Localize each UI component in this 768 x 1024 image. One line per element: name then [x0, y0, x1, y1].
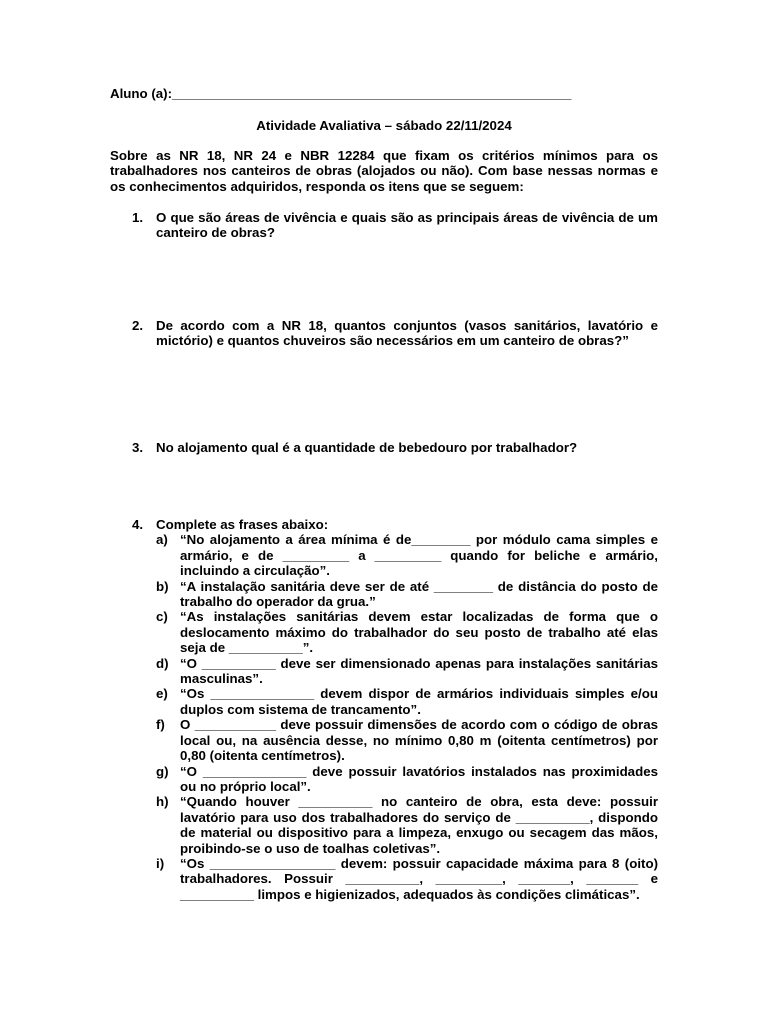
intro-paragraph: Sobre as NR 18, NR 24 e NBR 12284 que fixam os critérios mínimos para os trabalhadores nos canteiros de obras (alojados ou não). Com base nessas normas e os conhecimentos adquiridos, responda os itens que se seguem: — [110, 148, 658, 194]
page-title: Atividade Avaliativa – sábado 22/11/2024 — [256, 118, 512, 133]
question-number: 4. — [132, 517, 144, 532]
item-label: f) — [156, 717, 165, 733]
item-text: “No alojamento a área mínima é de________ por módulo cama simples e armário, e de _________ a _________ quando for beliche e armário, incluindo a circulação”. — [180, 532, 658, 579]
fill-in-item-f — [156, 717, 658, 763]
fill-in-item-e — [156, 686, 658, 717]
item-label: e) — [156, 686, 168, 702]
fill-in-item-d — [156, 656, 658, 687]
question-text: De acordo com a NR 18, quantos conjuntos (vasos sanitários, lavatório e mictório) e quantos chuveiros são necessários em um canteiro de obras?” — [156, 318, 658, 349]
question-text: O que são áreas de vivência e quais são as principais áreas de vivência de um canteiro de obras? — [156, 210, 658, 241]
question-text: No alojamento qual é a quantidade de bebedouro por trabalhador? — [156, 440, 578, 455]
fill-in-item-c — [156, 609, 658, 655]
item-text: “Os _________________ devem: possuir capacidade máxima para 8 (oito) trabalhadores. Possuir __________, _________, _______, _______ e __________ limpos e higienizados, adequados às condições climáticas”. — [180, 855, 658, 902]
fill-in-item-g — [156, 764, 658, 795]
item-text: “Quando houver __________ no canteiro de obra, esta deve: possuir lavatório para uso dos trabalhadores do serviço de __________, dispondo de material ou dispositivo para a limpeza, enxugo ou secagem das mãos, proibindo-se o uso de toalhas coletivas”. — [180, 794, 658, 856]
question-2 — [110, 318, 658, 349]
item-text: “Os ______________ devem dispor de armários individuais simples e/ou duplos com sistema de trancamento”. — [180, 686, 658, 717]
item-label: c) — [156, 609, 168, 625]
question-number: 3. — [132, 440, 144, 455]
item-label: d) — [156, 655, 169, 671]
student-name-line: Aluno (a):______________________________________________________ — [110, 86, 572, 101]
item-text: “O ______________ deve possuir lavatórios instalados nas proximidades ou no próprio local”. — [180, 763, 658, 794]
item-label: b) — [156, 578, 169, 594]
item-text: “O __________ deve ser dimensionado apenas para instalações sanitárias masculinas”. — [180, 655, 658, 687]
item-text: O ___________ deve possuir dimensões de acordo com o código de obras local ou, na ausência desse, no mínimo 0,80 m (oitenta centímetros) por 0,80 (oitenta centímetros). — [180, 717, 658, 764]
item-text: “As instalações sanitárias devem estar localizadas de forma que o deslocamento máximo do trabalhador do seu posto de trabalho até elas seja de __________”. — [180, 609, 658, 656]
question-number: 2. — [132, 318, 144, 333]
item-text: “A instalação sanitária deve ser de até ________ de distância do posto de trabalho do operador da grua.” — [180, 578, 658, 610]
question-number: 1. — [132, 210, 144, 225]
fill-in-list — [156, 532, 658, 902]
item-label: a) — [156, 532, 168, 548]
item-label: i) — [156, 855, 165, 871]
fill-in-item-b — [156, 579, 658, 610]
item-label: h) — [156, 794, 169, 810]
fill-in-item-h — [156, 794, 658, 856]
question-4 — [110, 517, 658, 902]
question-text: Complete as frases abaixo: — [156, 517, 329, 532]
question-3 — [110, 440, 658, 455]
fill-in-item-a — [156, 532, 658, 578]
fill-in-item-i — [156, 856, 658, 902]
item-label: g) — [156, 763, 169, 779]
question-1 — [110, 210, 658, 241]
